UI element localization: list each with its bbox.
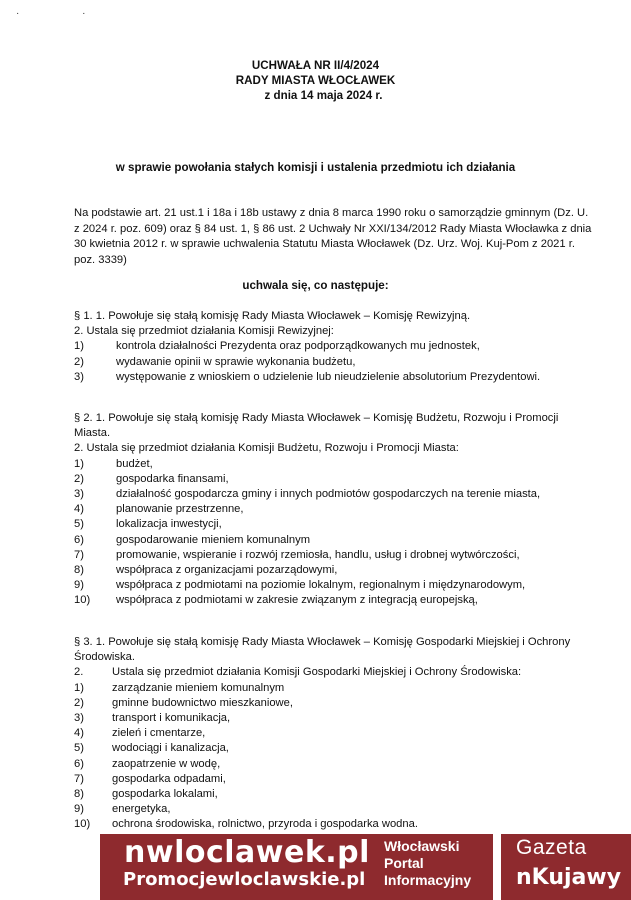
list-item: [74, 696, 594, 711]
list-item: [74, 457, 594, 472]
item-number: 4): [74, 503, 84, 516]
list-item: [74, 711, 594, 726]
list-item: [74, 578, 594, 593]
list-item: [74, 472, 594, 487]
item-number: 6): [74, 533, 84, 546]
item-number: 2): [74, 355, 84, 368]
item-number: 1): [74, 681, 84, 694]
item-text: współpraca z podmiotami w zakresie związanym z integracją europejską,: [116, 594, 478, 607]
list-item: [74, 563, 594, 578]
council-name: RADY MIASTA WŁOCŁAWEK: [235, 74, 396, 87]
scan-marks: · ·: [16, 8, 116, 19]
legal-basis-line: 30 kwietnia 2012 r. w sprawie uchwalenia Statutu Miasta Włocławek (Dz. Urz. Woj. Kuj-Pom z 2021 r.: [74, 238, 575, 250]
section-2: [74, 411, 594, 609]
item-text: gospodarka lokalami,: [112, 788, 218, 801]
item-text: występowanie z wnioskiem o udzielenie lub nieudzielenie absolutorium Prezydentowi.: [116, 370, 541, 383]
list-item: [74, 370, 594, 385]
item-text: gospodarowanie mieniem komunalnym: [116, 533, 311, 546]
site-name: nwloclawek.pl: [124, 835, 370, 870]
site-logo: [100, 834, 382, 900]
item-number: 3): [74, 370, 84, 383]
subpoint-text: Ustala się przedmiot działania Komisji Gospodarki Miejskiej i Ochrony Środowiska:: [112, 666, 522, 679]
nkujawy-label: nKujawy: [516, 865, 622, 890]
portal-label-line: Włocławski: [384, 838, 460, 854]
item-number: 5): [74, 518, 84, 531]
item-text: wodociągi i kanalizacja,: [112, 742, 229, 755]
item-text: zarządzanie mieniem komunalnym: [112, 681, 285, 694]
item-number: 7): [74, 548, 84, 561]
item-text: planowanie przestrzenne,: [116, 503, 244, 516]
item-text: gminne budownictwo mieszkaniowe,: [112, 696, 293, 709]
legal-basis-line: poz. 3339): [74, 253, 127, 266]
list-item: [74, 681, 594, 696]
list-item: [74, 593, 594, 608]
item-text: ochrona środowiska, rolnictwo, przyroda i gospodarka wodna.: [112, 818, 418, 831]
item-number: 8): [74, 788, 84, 801]
section-2-line: Miasta.: [74, 427, 111, 440]
portal-label: [384, 838, 490, 889]
item-text: zaopatrzenie w wodę,: [112, 757, 221, 770]
legal-basis-line: z 2024 r. poz. 609) oraz § 84 ust. 1, § 86 ust. 2 Uchwały Nr XXI/134/2012 Rady Miasta Włocławka z dnia: [74, 222, 592, 235]
list-item: [74, 772, 594, 787]
promo-site-name: Promocjewloclawskie.pl: [123, 869, 366, 890]
item-number: 4): [74, 727, 84, 740]
list-item: [74, 741, 594, 756]
section-2-line: § 2. 1. Powołuje się stałą komisję Rady Miasta Włocławek – Komisję Budżetu, Rozwoju i Promocji: [74, 412, 559, 424]
item-text: współpraca z organizacjami pozarządowymi,: [116, 564, 338, 577]
section-2-line: 2. Ustala się przedmiot działania Komisji Budżetu, Rozwoju i Promocji Miasta:: [74, 442, 459, 455]
item-number: 3): [74, 488, 84, 501]
item-text: współpraca z podmiotami na poziomie lokalnym, regionalnym i międzynarodowym,: [116, 579, 526, 592]
item-number: 5): [74, 742, 84, 755]
banner-divider: [493, 834, 501, 900]
section-3-line: Środowiska.: [74, 651, 135, 664]
item-text: promowanie, wspieranie i rozwój rzemiosła, handlu, usług i drobnej wytwórczości,: [116, 548, 520, 561]
resolves-heading: uchwala się, co następuje:: [242, 279, 389, 292]
item-number: 6): [74, 757, 84, 770]
item-text: kontrola działalności Prezydenta oraz podporządkowanych mu jednostek,: [116, 340, 480, 353]
item-text: zieleń i cmentarze,: [112, 727, 206, 740]
list-item: [74, 548, 594, 563]
section-3-line: § 3. 1. Powołuje się stałą komisję Rady Miasta Włocławek – Komisję Gospodarki Miejskiej i Ochrony: [74, 636, 571, 648]
legal-basis-line: Na podstawie art. 21 ust.1 i 18a i 18b ustawy z dnia 8 marca 1990 roku o samorządzie gminnym (Dz. U.: [74, 207, 589, 219]
item-number: 1): [74, 340, 84, 353]
item-number: 9): [74, 803, 84, 816]
list-item: [74, 757, 594, 772]
resolution-date: z dnia 14 maja 2024 r.: [264, 89, 383, 102]
item-text: budżet,: [116, 457, 153, 470]
item-text: wydawanie opinii w sprawie wykonania budżetu,: [116, 355, 356, 368]
list-item: [74, 802, 594, 817]
item-number: 2): [74, 472, 84, 485]
portal-label-line: Portal: [384, 855, 424, 871]
resolution-number: UCHWAŁA NR II/4/2024: [251, 59, 380, 72]
item-number: 8): [74, 564, 84, 577]
item-text: transport i komunikacja,: [112, 712, 231, 725]
section-1: [74, 309, 594, 385]
list-item: [74, 726, 594, 741]
item-number: 3): [74, 712, 84, 725]
section-3: [74, 635, 594, 833]
legal-basis: [74, 206, 592, 268]
list-item: [74, 517, 594, 532]
item-text: gospodarka finansami,: [116, 472, 229, 485]
item-number: 7): [74, 772, 84, 785]
subpoint-number: 2.: [74, 666, 84, 679]
gazeta-label: Gazeta: [516, 836, 587, 859]
item-text: gospodarka odpadami,: [112, 772, 226, 785]
section-3-subpoint: [74, 665, 594, 680]
item-text: lokalizacja inwestycji,: [116, 518, 222, 531]
list-item: [74, 817, 594, 832]
list-item: [74, 502, 594, 517]
resolution-subject: w sprawie powołania stałych komisji i ustalenia przedmiotu ich działania: [115, 161, 516, 174]
item-number: 1): [74, 457, 84, 470]
item-number: 2): [74, 696, 84, 709]
item-number: 9): [74, 579, 84, 592]
item-number: 10): [74, 818, 91, 831]
list-item: [74, 487, 594, 502]
list-item: [74, 339, 594, 354]
watermark-banner: [100, 834, 631, 900]
section-1-line: 2. Ustala się przedmiot działania Komisji Rewizyjnej:: [74, 325, 334, 338]
item-number: 10): [74, 594, 91, 607]
list-item: [74, 533, 594, 548]
portal-label-line: Informacyjny: [384, 872, 472, 888]
item-text: energetyka,: [112, 803, 171, 816]
list-item: [74, 355, 594, 370]
list-item: [74, 787, 594, 802]
section-1-line: § 1. 1. Powołuje się stałą komisję Rady Miasta Włocławek – Komisję Rewizyjną.: [74, 310, 471, 322]
item-text: działalność gospodarcza gminy i innych podmiotów gospodarczych na terenie miasta,: [116, 488, 541, 501]
